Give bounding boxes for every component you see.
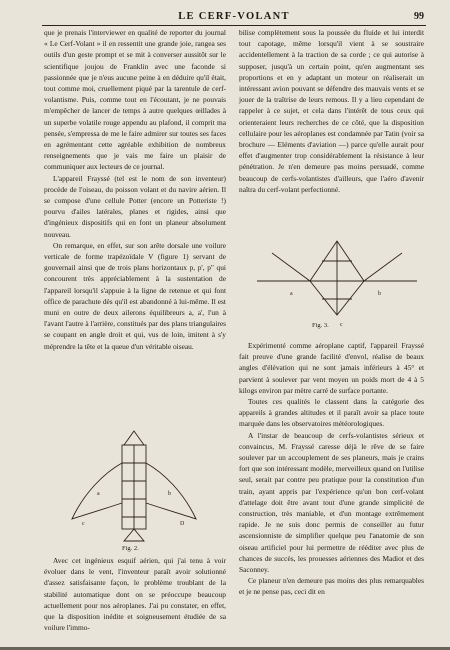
right-column (239, 27, 424, 195)
header-rule (42, 25, 426, 26)
label-b: b (378, 291, 381, 297)
page-number: 99 (414, 11, 424, 22)
paragraph: Expérimenté comme aéroplane captif, l'appareil Frayssé fait preuve d'une grande facilité d'envol, réalise de beaux angles d'élévation qui ne sont jamais inférieurs à 45° et parvient à soulever par vent moyen un poids mort de 4 à 5 kilogs environ par mètre carré de surface portante. (239, 341, 424, 395)
label-b: b (168, 491, 171, 497)
paragraph: bilise complètement sous la poussée du fluide et lui interdit tout capotage, même lorsqu'il vient à se soustraire accidentellement à la traction de sa corde ; ce qui autorise à supposer, jusqu'à un certain point, qu'en augmentant ses proportions et en y adaptant un moteur on réaliserait un intéressant avion pouvant se défendre des mauvais vents et se jouer de la traîtrise de leurs remous. Il y a lieu cependant de rappeler à ce sujet, et cela dans l'intérêt de tous ceux qui orienteraient leurs recherches de ce côté, que la disposition cellulaire pour les aéroplanes est condamnée par Tatin (voir sa brochure — Eléments d'aviation —) parce qu'elle aurait pour effet d'augmenter trop considérablement la résistance à leur pénétration. Je n'en demeure pas moins persuadé, comme beaucoup de cerfs-volantistes d'ailleurs, que l'aéro d'avenir naîtra du cerf-volant perfectionné. (239, 28, 424, 194)
paragraph: A l'instar de beaucoup de cerfs-volantistes sérieux et convaincus, M. Frayssé caresse déjà le rêve de se faire soulever par un accouplement de ses planeurs, mais je crains fort que son intéressant modèle, merveilleux quand on l'utilise seul, serait par contre peu pratique pour la constitution d'un train, ayant appris par l'expérience qu'un bon cerf-volant d'attelage doit être avant tout d'une grande simplicité de construction, très maniable, et d'un montage extrêmement rapide. Je ne suis donc permis de conseiller au futur ascensionniste de simplifier quelque peu l'anatomie de son oiseau artificiel pour lui permettre de rééditer avec plus de chances de succès, les prouesses aériennes des Madiot et des Saconney. (239, 430, 424, 575)
paragraph: Avec cet ingénieux esquif aérien, qui j'ai tenu à voir évoluer dans le vent, l'inventeur paraît avoir solutionné d'assez satisfaisante façon, le problème troublant de la stabilité automatique dont on se préoccupe beaucoup actuellement pour nos aéroplanes. J'ai pu constater, en effet, que la disposition inédite et soigneusement étudiée de sa voilure l'immo- (44, 556, 226, 633)
paragraph: que je prenais l'interviewer en qualité de reporter du journal « Le Cerf-Volant » il en ressentit une grande joie, rangea ses outils d'un geste prompt et se mit à converser aussitôt sur le scientifique joujou de Franklin avec une faconde si passionnée que je n'eus aucune peine à en déduire qu'il était, tout comme moi, cruellement piqué par la tarentule de cerf-volantisme. Puis, comme tout en l'écoutant, je ne pouvais m'empêcher de lancer de temps à autre quelques œillades à un superbe volatile rouge appendu au plafond, il comprit ma pensée, s'empressa de me le faire admirer sur toutes ses faces en agrémentant cette agréable exhibition de nombreux renseignements que je vais me faire un plaisir de communiquer aux lecteurs de ce journal. (44, 28, 226, 172)
left-column (44, 27, 226, 352)
figure-2-caption: Fig. 2. (122, 545, 139, 552)
label-c: c (340, 322, 343, 328)
journal-title: LE CERF-VOLANT (178, 11, 290, 22)
page-header (42, 7, 426, 25)
right-column-lower (239, 340, 424, 598)
label-a: a (97, 491, 100, 497)
figure-3-caption: Fig. 3. (312, 322, 329, 329)
label-c: c (82, 521, 85, 527)
paragraph: Ce planeur n'en demeure pas moins des plus remarquables et je ne pense pas, ceci dit en (239, 576, 424, 597)
paragraph: Toutes ces qualités le classent dans la catégorie des appareils à grandes altitudes et il paraît avoir sa place toute marquée dans les observatoires météorologiques. (239, 397, 424, 429)
paragraph: L'appareil Frayssé (tel est le nom de son inventeur) procède de l'oiseau, du poisson volant et du navire aérien. Il se compose d'une cellule Potter (encore un Potteriste !) pourvu d'ailes latérales, planes et rigides, ainsi que d'ingénieux dispositifs qui en font un planeur absolument nouveau. (44, 173, 226, 239)
label-d: D (180, 521, 185, 527)
figure-3-kite-drawing (252, 223, 422, 335)
figure-2-kite-drawing (64, 423, 204, 549)
label-a: a (290, 291, 293, 297)
left-column-bottom (44, 555, 226, 633)
paragraph: On remarque, en effet, sur son arête dorsale une voilure verticale de forme trapézoïdale V (figure 1) servant de gouvernail ainsi que de trois plans horizontaux p, p', p" qui concourent très appréciablement à la sustentation de l'appareil lorsqu'il s'appuie à la ligne de retenue et qui font office de parachute dès qu'il est abandonné à lui-même. Il est muni en outre de deux ailerons équilibreurs a, a', l'un à l'avant l'autre à l'arrière, constitués par des plans triangulaires se coupant en angle droit et qui, vus de loin, imitent à s'y méprendre la tête et la queue d'un véritable oiseau. (44, 240, 226, 351)
